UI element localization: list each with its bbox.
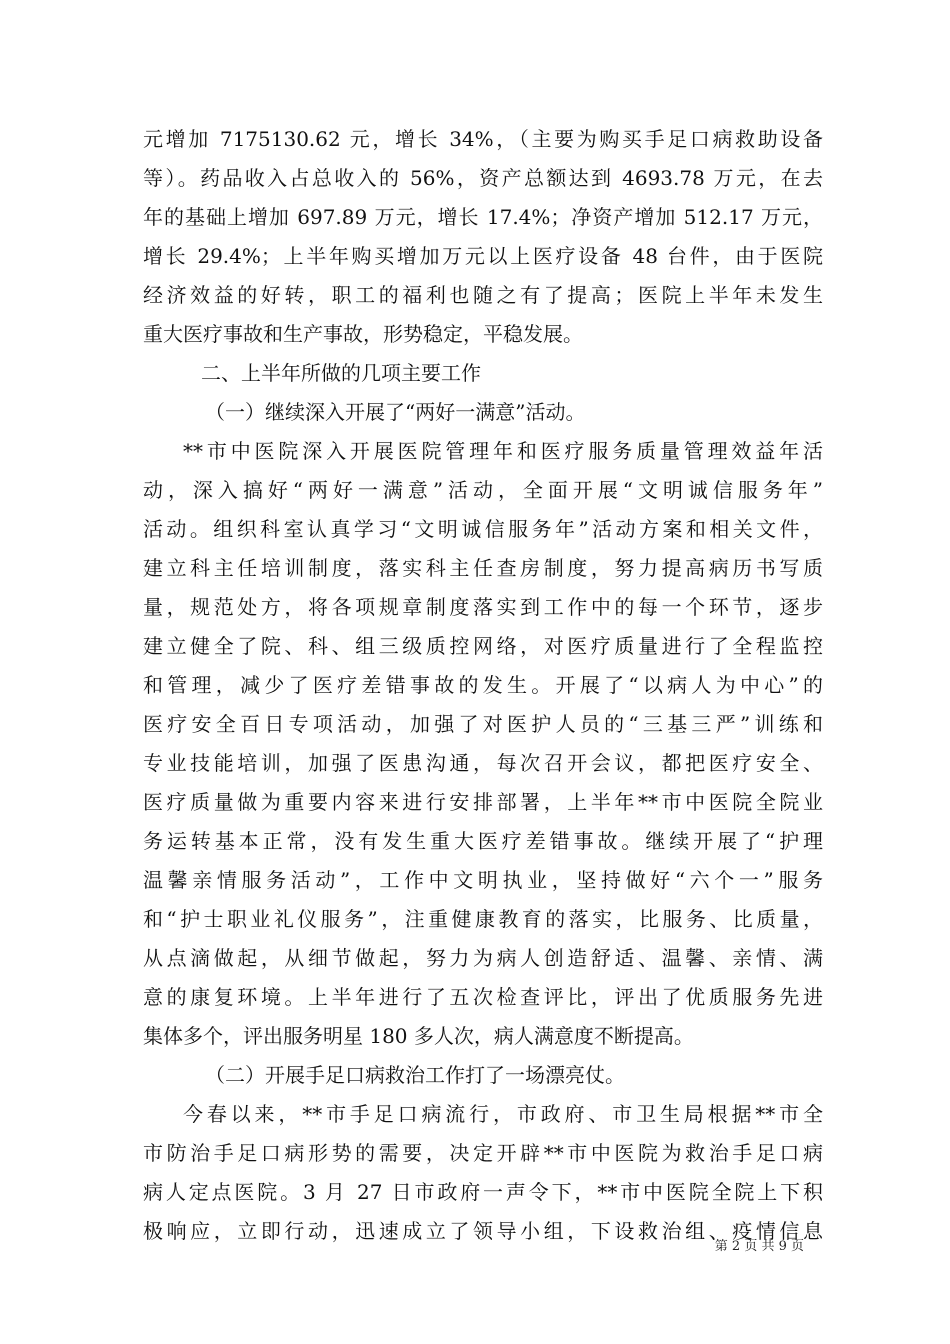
section-heading: 二、上半年所做的几项主要工作 xyxy=(201,361,481,385)
text-line: 温馨亲情服务活动”，工作中文明执业，坚持做好“六个一”服务 xyxy=(143,868,823,892)
text-line: 元增加 7175130.62 元，增长 34%，（主要为购买手足口病救助设备 xyxy=(143,127,823,151)
subsection-heading: （二）开展手足口病救治工作打了一场漂亮仗。 xyxy=(205,1063,625,1087)
text-line: 今春以来，**市手足口病流行，市政府、市卫生局根据**市全 xyxy=(183,1102,823,1126)
text-line: 从点滴做起，从细节做起，努力为病人创造舒适、温馨、亲情、满 xyxy=(143,946,823,970)
text-line: 量，规范处方，将各项规章制度落实到工作中的每一个环节，逐步 xyxy=(143,595,823,619)
text-line: 重大医疗事故和生产事故，形势稳定，平稳发展。 xyxy=(143,322,583,346)
text-line: 动，深入搞好“两好一满意”活动，全面开展“文明诚信服务年” xyxy=(143,478,823,502)
subsection-heading: （一）继续深入开展了“两好一满意”活动。 xyxy=(205,400,586,424)
text-line: 增长 29.4%；上半年购买增加万元以上医疗设备 48 台件，由于医院 xyxy=(143,244,823,268)
text-line: 意的康复环境。上半年进行了五次检查评比，评出了优质服务先进 xyxy=(143,985,823,1009)
page-number: 第 2 页 共 9 页 xyxy=(714,1239,804,1254)
text-line: 医疗质量做为重要内容来进行安排部署，上半年**市中医院全院业 xyxy=(143,790,823,814)
text-line: 和“护士职业礼仪服务”，注重健康教育的落实，比服务、比质量， xyxy=(143,907,823,931)
text-line: 等）。药品收入占总收入的 56%，资产总额达到 4693.78 万元，在去 xyxy=(143,166,823,190)
text-line: 经济效益的好转，职工的福利也随之有了提高；医院上半年未发生 xyxy=(143,283,823,307)
text-line: 病人定点医院。3 月 27 日市政府一声令下，**市中医院全院上下积 xyxy=(143,1180,823,1204)
text-line: 建立健全了院、科、组三级质控网络，对医疗质量进行了全程监控 xyxy=(143,634,823,658)
text-line: 活动。组织科室认真学习“文明诚信服务年”活动方案和相关文件， xyxy=(143,517,823,541)
text-line: **市中医院深入开展医院管理年和医疗服务质量管理效益年活 xyxy=(183,439,823,463)
document-body xyxy=(143,120,823,1251)
text-line: 极响应，立即行动，迅速成立了领导小组，下设救治组、疫情信息 xyxy=(143,1219,823,1243)
text-line: 集体多个，评出服务明星 180 多人次，病人满意度不断提高。 xyxy=(143,1024,694,1048)
text-line: 务运转基本正常，没有发生重大医疗差错事故。继续开展了“护理 xyxy=(143,829,823,853)
text-line: 专业技能培训，加强了医患沟通，每次召开会议，都把医疗安全、 xyxy=(143,751,823,775)
text-line: 建立科主任培训制度，落实科主任查房制度，努力提高病历书写质 xyxy=(143,556,823,580)
text-line: 年的基础上增加 697.89 万元，增长 17.4%；净资产增加 512.17 万元， xyxy=(143,205,823,229)
text-line: 医疗安全百日专项活动，加强了对医护人员的“三基三严”训练和 xyxy=(143,712,823,736)
text-line: 和管理，减少了医疗差错事故的发生。开展了“以病人为中心”的 xyxy=(143,673,823,697)
text-line: 市防治手足口病形势的需要，决定开辟**市中医院为救治手足口病 xyxy=(143,1141,823,1165)
